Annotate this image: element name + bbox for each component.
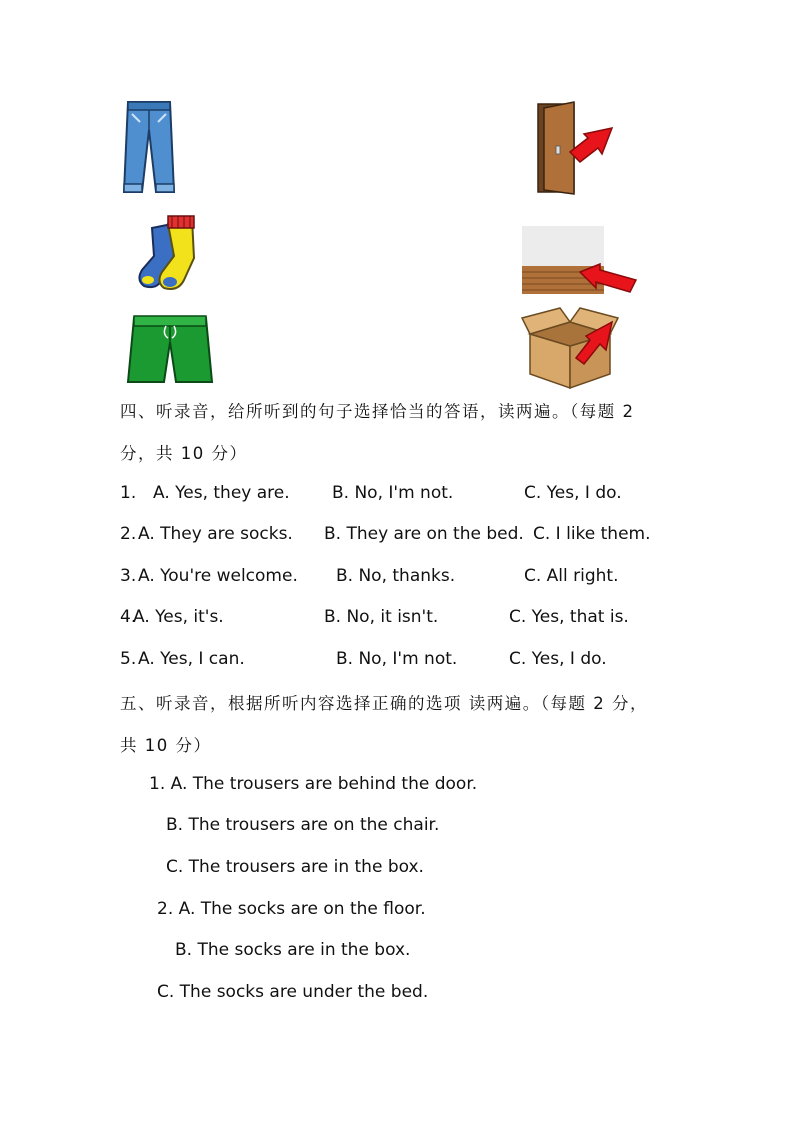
q4-4-number: 4. — [120, 607, 137, 627]
q5-2-option-a: 2. A. The socks are on the floor. — [157, 899, 426, 919]
q5-2-option-b: B. The socks are in the box. — [175, 940, 411, 960]
q4-2-option-c: C. I like them. — [533, 524, 651, 544]
door-icon — [530, 100, 618, 196]
section4-heading-cont: 分，共 10 分） — [120, 444, 248, 463]
q5-1-option-a: 1. A. The trousers are behind the door. — [149, 774, 478, 794]
shorts-icon — [126, 312, 214, 386]
q4-3-option-a: A. You're welcome. — [138, 566, 298, 586]
section5-heading-cont: 共 10 分） — [120, 736, 212, 755]
q4-4-option-b: B. No, it isn't. — [324, 607, 439, 627]
q5-1-option-c: C. The trousers are in the box. — [166, 857, 424, 877]
q4-1-option-b: B. No, I'm not. — [332, 483, 454, 503]
q5-2-option-c: C. The socks are under the bed. — [157, 982, 429, 1002]
q4-5-option-a: A. Yes, I can. — [138, 649, 245, 669]
q4-1-option-a: A. Yes, they are. — [153, 483, 290, 503]
section5-heading: 五、听录音，根据所听内容选择正确的选项 读两遍。（每题 2 分， — [120, 694, 648, 713]
q5-1-option-b: B. The trousers are on the chair. — [166, 815, 440, 835]
q4-4-option-a: A. Yes, it's. — [133, 607, 224, 627]
q4-4-option-c: C. Yes, that is. — [509, 607, 629, 627]
box-icon — [520, 304, 620, 390]
q4-5-option-c: C. Yes, I do. — [509, 649, 607, 669]
q4-3-option-b: B. No, thanks. — [336, 566, 456, 586]
q4-1-number: 1. — [120, 483, 137, 503]
trousers-icon — [120, 100, 178, 196]
q4-3-number: 3. — [120, 566, 137, 586]
q4-2-number: 2. — [120, 524, 137, 544]
q4-2-option-a: A. They are socks. — [138, 524, 293, 544]
q4-2-option-b: B. They are on the bed. — [324, 524, 524, 544]
q4-5-option-b: B. No, I'm not. — [336, 649, 458, 669]
q4-3-option-c: C. All right. — [524, 566, 619, 586]
socks-icon — [118, 214, 206, 298]
section4-heading: 四、听录音，给所听到的句子选择恰当的答语，读两遍。（每题 2 — [120, 402, 635, 421]
q4-5-number: 5. — [120, 649, 137, 669]
q4-1-option-c: C. Yes, I do. — [524, 483, 622, 503]
floor-icon — [520, 224, 642, 300]
